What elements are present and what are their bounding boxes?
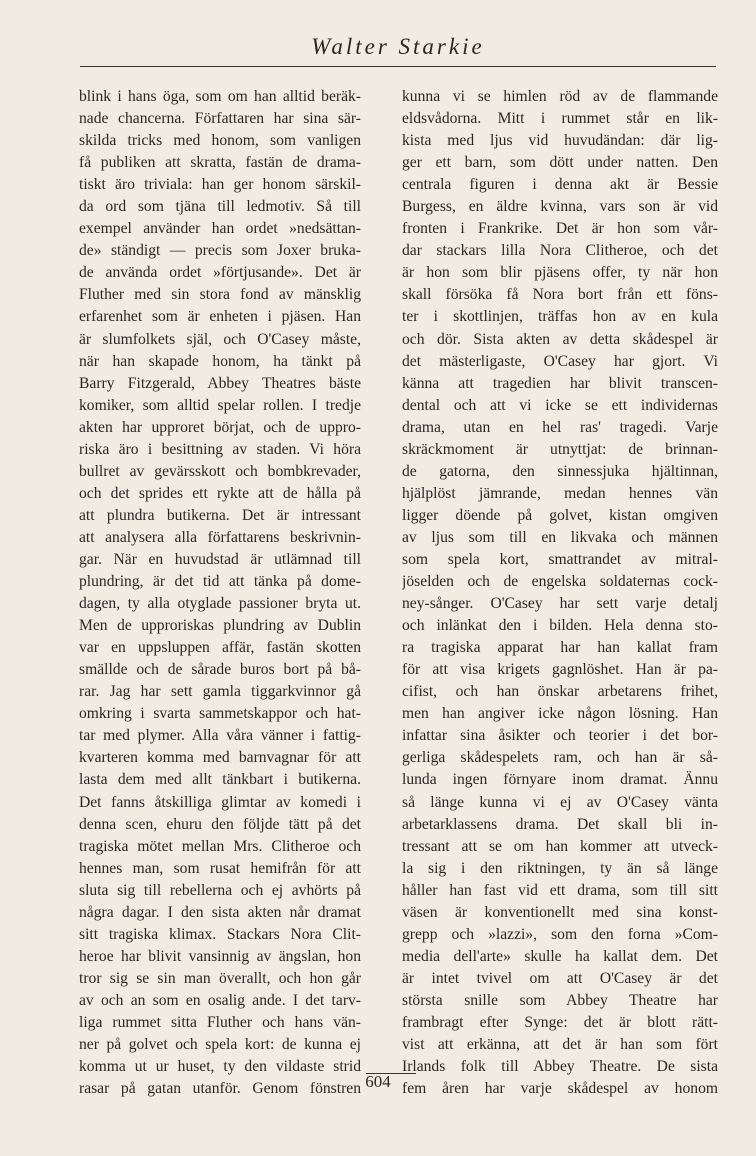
text-line: jöselden och de engelska soldaternas cock- (402, 573, 718, 591)
text-line: tiskt äro triviala: han ger honom särskil- (79, 176, 361, 194)
text-line: lunda ingen förnyare inom dramat. Ännu (402, 771, 718, 789)
text-line: skall försöka få Nora bort från ett föns- (402, 286, 718, 304)
text-line: av ljus som till en likvaka och männen (402, 528, 718, 546)
text-line: de använda ordet »förtjusande». Det är (79, 264, 361, 282)
header-rule (80, 66, 716, 67)
text-line: kunna vi se himlen röd av de flammande (402, 88, 718, 105)
text-line: tressant att se om han kommer att utveck- (402, 837, 718, 855)
text-line: gerliga skådespelets ram, och han är så- (402, 749, 718, 767)
text-line: största snille som Abbey Theatre har (402, 991, 718, 1009)
text-line: ligger döende på golvet, kistan omgiven (402, 506, 718, 524)
text-line: liga rummet sitta Fluther och hans vän- (79, 1013, 361, 1031)
text-line: media dell'arte» skulle ha kallat dem. Det (402, 947, 718, 965)
text-line: arbetarklassens drama. Det skall bli in- (402, 815, 718, 833)
text-line: infattar sina åsikter och teorier i det bor- (402, 727, 718, 745)
text-line: skräckmoment är utnyttjat: de brinnan- (402, 440, 718, 458)
text-line: väsen är konventionellt med sina konst- (402, 903, 718, 921)
text-line: men han angiver icke någon lösning. Han (402, 705, 718, 723)
text-line: frambragt efter Synge: det är blott rätt- (402, 1013, 718, 1031)
text-line: var en uppsluppen affär, fastän skotten (79, 639, 361, 657)
text-line: de» ständigt — precis som Joxer bruka- (79, 242, 361, 260)
text-line: ter i skottlinjen, träffas hon av en kula (402, 308, 718, 326)
text-line: komiker, som alltid spelar rollen. I tredje (79, 396, 361, 414)
text-line: Burgess, en äldre kvinna, vars son är vid (402, 198, 718, 216)
text-line: omkring i svarta sammetskappor och hat- (79, 705, 361, 723)
text-line: är intet tvivel om att O'Casey är det (402, 969, 718, 987)
text-line: denna scen, ehuru den följde tätt på det (79, 815, 361, 833)
text-line: komma ut ur huset, ty den vildaste strid (79, 1058, 361, 1076)
text-line: riska äro i besittning av staden. Vi höra (79, 440, 361, 458)
text-line: Barry Fitzgerald, Abbey Theatres bäste (79, 374, 361, 392)
text-line: blink i hans öga, som om han alltid beräk- (79, 88, 361, 105)
text-line: rar. Jag har sett gamla tiggarkvinnor gå (79, 683, 361, 701)
text-line: så länge kunna vi ej av O'Casey vänta (402, 793, 718, 811)
running-head-title: Walter Starkie (311, 34, 485, 59)
text-line: plundring, är det tid att tänka på dome- (79, 573, 361, 591)
left-text-column (79, 86, 361, 1100)
text-line: att plundra butikerna. Det är intressant (79, 506, 361, 524)
text-line: känna att tragedien har blivit transcen- (402, 374, 718, 392)
text-line: sluta sig till rebellerna och ej avhörts på (79, 881, 361, 899)
text-line: tror sig se sin man överallt, och hon går (79, 969, 361, 987)
text-line: nade chancerna. Författaren har sina sär- (79, 110, 361, 128)
text-line: kista med ljus vid huvudändan: där lig- (402, 132, 718, 150)
text-line: är hon som blir pjäsens offer, ty när hon (402, 264, 718, 282)
text-line: lasta dem med allt tänkbart i butikerna. (79, 771, 361, 789)
text-line: som spela kort, smattrandet av mitral- (402, 550, 718, 568)
text-line: håller han fast vid ett drama, som till sitt (402, 881, 718, 899)
text-line: rasar på gatan utanför. Genom fönstren (79, 1080, 361, 1098)
text-line: ney-sånger. O'Casey har sett varje detalj (402, 595, 718, 613)
text-line: dental och att vi icke se ett individernas (402, 396, 718, 414)
text-line: några dagar. I den sista akten når dramat (79, 903, 361, 921)
text-line: fronten i Frankrike. Det är hon som vår- (402, 220, 718, 238)
text-line: cifist, och han önskar arbetarens frihet, (402, 683, 718, 701)
text-line: få publiken att skratta, fastän de drama- (79, 154, 361, 172)
text-line: vist att erkänna, att det är han som fört (402, 1036, 718, 1054)
text-line: sitt tragiska klimax. Stackars Nora Clit- (79, 925, 361, 943)
text-line: och inlänkat den i bilden. Hela denna sto- (402, 617, 718, 635)
text-line: kvarteren komma med barnvagnar för att (79, 749, 361, 767)
text-line: att analysera alla författarens beskrivnin- (79, 528, 361, 546)
text-line: av och an som en osalig ande. I det tarv- (79, 991, 361, 1009)
text-line: erfarenhet som är enheten i pjäsen. Han (79, 308, 361, 326)
text-line: drama, utan en hel ras' tragedi. Varje (402, 418, 718, 436)
page-number: 604 (365, 1072, 391, 1091)
text-line: fem åren har varje skådespel av honom (402, 1080, 718, 1098)
text-line: ger ett barn, som dött under natten. Den (402, 154, 718, 172)
text-line: ra tragiska apparat har han kallat fram (402, 639, 718, 657)
text-line: Det fanns åtskilliga glimtar av komedi i (79, 793, 361, 811)
text-line: ner på golvet och spela kort: de kunna ej (79, 1036, 361, 1054)
text-line: Men de upproriskas plundring av Dublin (79, 617, 361, 635)
text-line: Irlands folk till Abbey Theatre. De sista (402, 1058, 718, 1076)
text-line: grepp och »lazzi», som den forna »Com- (402, 925, 718, 943)
text-line: de gatorna, den sinnessjuka hjältinnan, (402, 462, 718, 480)
text-line: la sig i den riktningen, ty än så länge (402, 859, 718, 877)
text-line: Fluther med sin stora fond av mänsklig (79, 286, 361, 304)
text-line: heroe har blivit vansinnig av ängslan, hon (79, 947, 361, 965)
text-line: för att visa krigets gagnlöshet. Han är pa- (402, 661, 718, 679)
text-line: skilda tricks med honom, som vanligen (79, 132, 361, 150)
text-line: och det sprides ett rykte att de hålla på (79, 484, 361, 502)
text-line: akten har upproret börjat, och de uppro- (79, 418, 361, 436)
text-line: tar med plymer. Alla våra vänner i fattig- (79, 727, 361, 745)
text-line: hennes man, som rusat hemifrån för att (79, 859, 361, 877)
text-line: dar stackars lilla Nora Clitheroe, och det (402, 242, 718, 260)
text-line: dagen, ty alla otyglade passioner bryta ut. (79, 595, 361, 613)
text-line: när han skapade honom, ha tänkt på (79, 352, 361, 370)
text-line: är slumfolkets själ, och O'Casey måste, (79, 330, 361, 348)
text-line: bullret av gevärsskott och bombkrevader, (79, 462, 361, 480)
text-line: eldsvådorna. Mitt i rummet står en lik- (402, 110, 718, 128)
text-line: gar. När en huvudstad är utlämnad till (79, 550, 361, 568)
text-line: smällde och de sårade buros bort på bå- (79, 661, 361, 679)
text-line: exempel använder han ordet »nedsättan- (79, 220, 361, 238)
text-line: da ord som tjäna till ledmotiv. Så till (79, 198, 361, 216)
text-line: det mästerligaste, O'Casey har gjort. Vi (402, 352, 718, 370)
text-line: hjälplöst jämrande, medan hennes vän (402, 484, 718, 502)
right-text-column (402, 86, 718, 1100)
text-line: centrala figuren i denna akt är Bessie (402, 176, 718, 194)
text-line: och dör. Sista akten av detta skådespel är (402, 330, 718, 348)
text-line: tragiska mötet mellan Mrs. Clitheroe och (79, 837, 361, 855)
